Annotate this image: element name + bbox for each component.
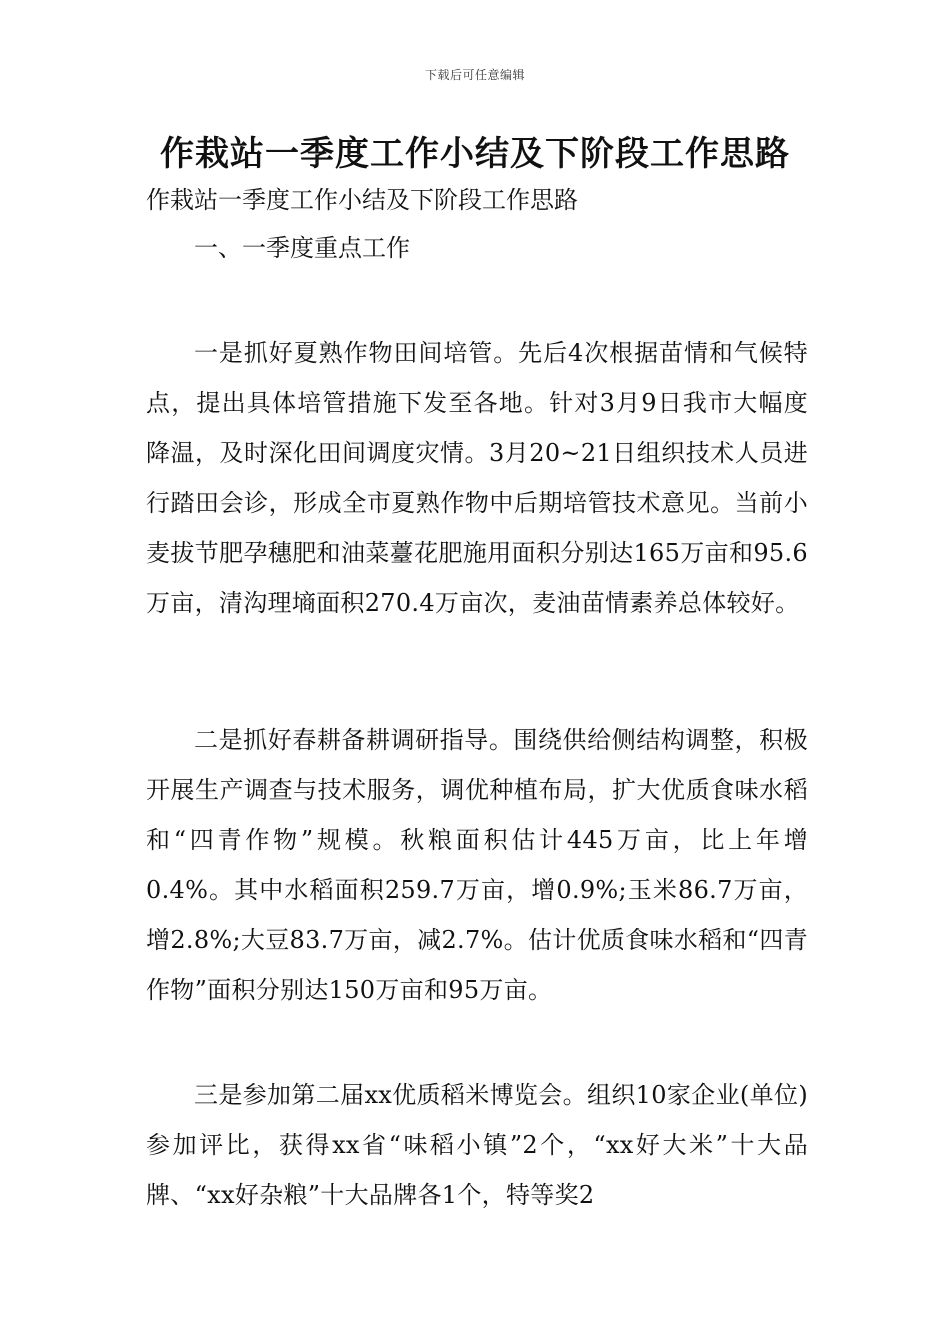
paragraph-1: 一是抓好夏熟作物田间培管。先后4次根据苗情和气候特点，提出具体培管措施下发至各地。针对3月9日我市大幅度降温，及时深化田间调度灾情。3月20~21日组织技术人员进行踏田会诊，形成全市夏熟作物中后期培管技术意见。当前小麦拔节肥孕穗肥和油菜薹花肥施用面积分别达165万亩和95.6万亩，清沟理墒面积270.4万亩次，麦油苗情素养总体较好。 [146,339,808,617]
document-title: 作栽站一季度工作小结及下阶段工作思路 [160,134,790,174]
document-subtitle: 作栽站一季度工作小结及下阶段工作思路 [146,186,578,214]
section-heading: 一、一季度重点工作 [194,234,410,262]
header-note: 下载后可任意编辑 [424,68,525,82]
paragraph-3: 三是参加第二届xx优质稻米博览会。组织10家企业(单位)参加评比，获得xx省“味稻小镇”2个，“xx好大米”十大品牌、“xx好杂粮”十大品牌各1个，特等奖2 [146,1081,808,1209]
paragraph-2: 二是抓好春耕备耕调研指导。围绕供给侧结构调整，积极开展生产调查与技术服务，调优种植布局，扩大优质食味水稻和“四青作物”规模。秋粮面积估计445万亩，比上年增0.4%。其中水稻面积259.7万亩，增0.9%;玉米86.7万亩，增2.8%;大豆83.7万亩，减2.7%。估计优质食味水稻和“四青作物”面积分别达150万亩和95万亩。 [146,726,808,1004]
